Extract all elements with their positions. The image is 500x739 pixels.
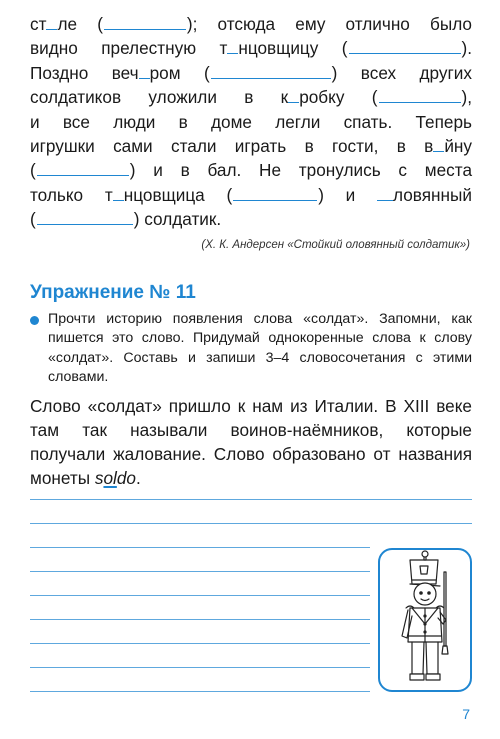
task-block [30, 310, 472, 387]
answer-blank[interactable] [104, 14, 186, 30]
story-line-6 [30, 134, 472, 158]
story-text: ) солдатик. [133, 209, 222, 230]
story-text: ром ( [149, 62, 210, 83]
story-text: робку ( [299, 87, 378, 108]
passage-text: Слово «солдат» пришло к нам из Италии. В XIII веке там так называли воинов-наёмников, которые получали жалование. Слово образовано от названия монеты [30, 396, 472, 488]
answer-blank[interactable] [211, 63, 331, 79]
writing-line[interactable] [30, 667, 370, 668]
coin-word-highlight: ol [103, 468, 117, 488]
story-text: солдатиков уложили в к [30, 87, 289, 108]
story-text: игрушки сами стали играть в гости, в в [30, 136, 434, 157]
coin-word [95, 468, 136, 488]
story-text: только т [30, 184, 113, 205]
story-text: нцовщица ( [123, 184, 233, 205]
letter-gap[interactable] [139, 64, 150, 79]
citation: (Х. К. Андерсен «Стойкий оловянный солдатик») [201, 239, 470, 251]
writing-line[interactable] [30, 523, 472, 524]
coin-word-part: s [94, 468, 104, 488]
soldier-word-passage [30, 394, 472, 490]
answer-blank[interactable] [233, 185, 317, 201]
story-text: ( [30, 209, 36, 230]
story-text: нцовщицу ( [238, 38, 348, 59]
story-line-7 [30, 158, 472, 182]
writing-line[interactable] [30, 691, 370, 692]
letter-gap[interactable] [46, 15, 57, 30]
letter-gap[interactable] [433, 137, 444, 152]
story-text: йну [444, 136, 472, 157]
tin-soldier-illustration [378, 548, 472, 692]
answer-blank[interactable] [349, 38, 461, 54]
story-text: видно прелестную т [30, 38, 228, 59]
tin-soldier-icon [380, 550, 470, 690]
letter-gap[interactable] [377, 186, 393, 201]
passage-text: . [135, 468, 141, 488]
writing-line[interactable] [30, 499, 472, 500]
story-text: ) и в бал. Не тронулись с места [129, 160, 472, 181]
letter-gap[interactable] [113, 186, 124, 201]
writing-line[interactable] [30, 619, 370, 620]
story-text: и все люди в доме легли спать. Теперь [30, 111, 472, 132]
story-excerpt [30, 12, 472, 232]
writing-line[interactable] [30, 571, 370, 572]
story-text: ( [30, 160, 36, 181]
answer-blank[interactable] [37, 160, 129, 176]
story-line-3 [30, 61, 472, 85]
task-text: Прочти историю появления слова «солдат». Запомни, как пишется это слово. Придумай однокоренные слова к слову «солдат». Составь и запиши 3–4 словосочетания с этими словами. [48, 311, 472, 385]
story-text: Поздно веч [30, 62, 139, 83]
story-line-4 [30, 85, 472, 109]
answer-blank[interactable] [37, 209, 133, 225]
writing-line[interactable] [30, 643, 370, 644]
story-text: ). [461, 38, 472, 59]
story-text: ); отсюда ему отлично было [186, 14, 472, 34]
story-text: ) и [318, 184, 378, 205]
story-text: ловянный [393, 184, 472, 205]
story-text: ле ( [57, 14, 103, 34]
answer-blank[interactable] [379, 87, 461, 103]
bullet-icon [30, 316, 39, 325]
exercise-title: Упражнение № 11 [30, 282, 196, 303]
story-line-1 [30, 12, 472, 36]
letter-gap[interactable] [227, 39, 238, 54]
story-text: ст [30, 14, 47, 34]
story-line-9 [30, 207, 472, 231]
writing-line[interactable] [30, 595, 370, 596]
story-text: ), [461, 87, 472, 108]
story-line-2 [30, 36, 472, 60]
letter-gap[interactable] [288, 88, 299, 103]
page-number: 7 [462, 706, 470, 722]
coin-word-part: do [116, 468, 136, 488]
story-text: ) всех других [331, 62, 472, 83]
story-line-5 [30, 110, 472, 134]
story-line-8 [30, 183, 472, 207]
writing-line[interactable] [30, 547, 370, 548]
